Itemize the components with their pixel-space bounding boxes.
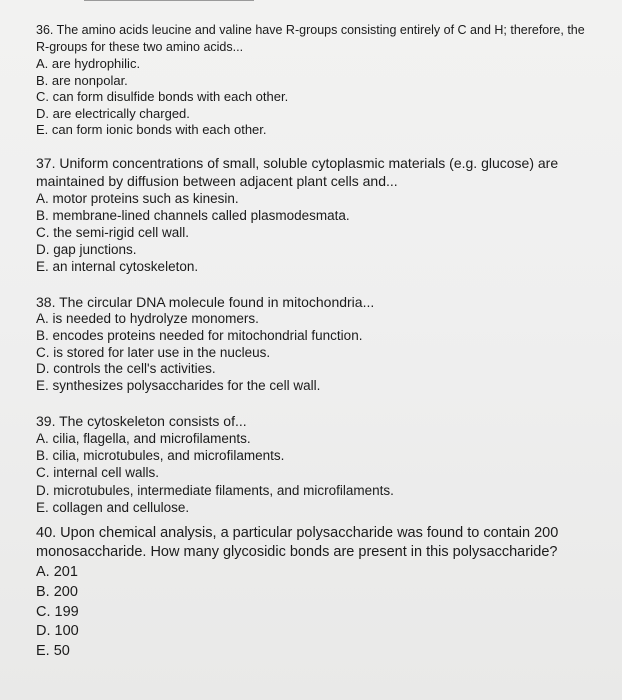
question-36 bbox=[36, 22, 596, 139]
option-e: E. can form ionic bonds with each other. bbox=[36, 122, 267, 137]
option-a: A. cilia, flagella, and microfilaments. bbox=[36, 431, 251, 446]
question-stem: 36. The amino acids leucine and valine have R-groups consisting entirely of C and H; therefore, the R-groups for these two amino acids... bbox=[36, 23, 585, 54]
option-a: A. motor proteins such as kinesin. bbox=[36, 191, 239, 206]
option-e: E. collagen and cellulose. bbox=[36, 499, 190, 515]
option-c: C. the semi-rigid cell wall. bbox=[36, 225, 190, 240]
option-e: E. 50 bbox=[36, 643, 70, 660]
option-c: C. is stored for later use in the nucleus. bbox=[36, 344, 271, 360]
option-d: D. gap junctions. bbox=[36, 242, 137, 257]
answer-options bbox=[36, 56, 596, 139]
option-e: E. an internal cytoskeleton. bbox=[36, 259, 199, 274]
option-b: B. 200 bbox=[36, 583, 78, 600]
option-d: D. are electrically charged. bbox=[36, 105, 190, 121]
option-d: D. controls the cell's activities. bbox=[36, 361, 216, 377]
question-39 bbox=[36, 412, 596, 516]
question-stem: 39. The cytoskeleton consists of... bbox=[36, 413, 247, 429]
question-38 bbox=[36, 293, 596, 395]
option-a: A. 201 bbox=[36, 564, 78, 580]
question-stem: 37. Uniform concentrations of small, soluble cytoplasmic materials (e.g. glucose) are maintained by diffusion between adjacent plant cells and... bbox=[36, 155, 559, 189]
option-b: B. cilia, microtubules, and microfilaments. bbox=[36, 448, 285, 464]
top-rule bbox=[84, 0, 254, 1]
answer-options bbox=[36, 311, 596, 395]
option-b: B. membrane-lined channels called plasmodesmata. bbox=[36, 208, 350, 223]
option-d: D. 100 bbox=[36, 623, 79, 640]
answer-options bbox=[36, 190, 596, 275]
option-c: C. internal cell walls. bbox=[36, 465, 160, 481]
question-40 bbox=[36, 524, 596, 662]
option-c: C. can form disulfide bonds with each other. bbox=[36, 89, 289, 104]
option-b: B. are nonpolar. bbox=[36, 72, 128, 88]
option-c: C. 199 bbox=[36, 603, 79, 620]
question-stem: 38. The circular DNA molecule found in mitochondria... bbox=[36, 294, 375, 310]
option-a: A. is needed to hydrolyze monomers. bbox=[36, 311, 259, 326]
question-37 bbox=[36, 154, 596, 275]
question-stem: 40. Upon chemical analysis, a particular polysaccharide was found to contain 200 monosaccharide. How many glycosidic bonds are present in this polysaccharide? bbox=[36, 525, 559, 560]
option-a: A. are hydrophilic. bbox=[36, 56, 141, 71]
answer-options bbox=[36, 430, 596, 516]
option-e: E. synthesizes polysaccharides for the cell wall. bbox=[36, 378, 321, 394]
option-d: D. microtubules, intermediate filaments, and microfilaments. bbox=[36, 482, 394, 498]
option-b: B. encodes proteins needed for mitochondrial function. bbox=[36, 327, 363, 343]
answer-options bbox=[36, 563, 596, 662]
